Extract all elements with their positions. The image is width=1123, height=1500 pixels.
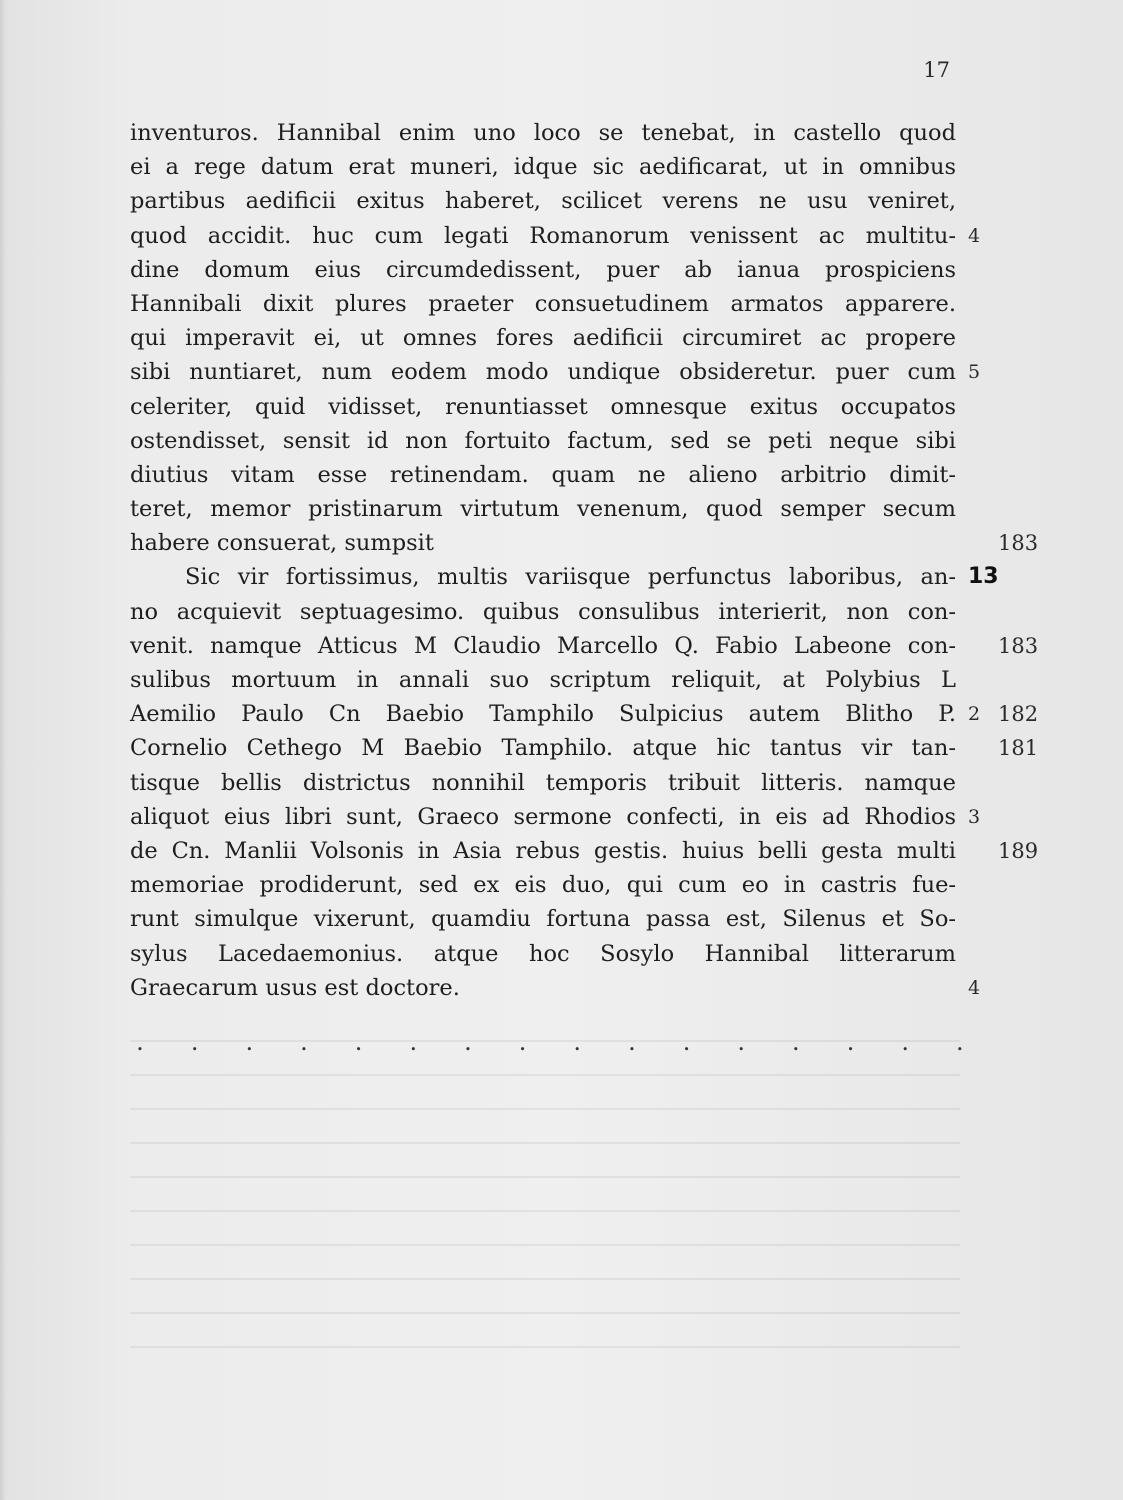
- text-line-content: dine domum eius circumdedissent, puer ab ianua prospiciens: [130, 256, 956, 283]
- text-line: [130, 834, 1039, 868]
- year-annotation: 183: [998, 531, 1039, 556]
- text-line: [130, 697, 1039, 731]
- text-line-content: habere consuerat, sumpsit: [130, 530, 434, 557]
- bleed-through-shadow: [130, 1040, 960, 1380]
- text-line-content: inventuros. Hannibal enim uno loco se tenebat, in castello quod: [130, 120, 956, 146]
- text-line: [130, 731, 1039, 765]
- text-line: [130, 526, 1039, 560]
- text-line: [130, 663, 956, 697]
- text-line-content: memoriae prodiderunt, sed ex eis duo, qui cum eo in castris fue-: [130, 872, 956, 899]
- text-line: [130, 424, 956, 458]
- text-line: [130, 902, 956, 936]
- ellipsis-dot: .: [354, 1028, 363, 1056]
- text-line: [130, 321, 956, 355]
- ellipsis-dot: .: [190, 1028, 199, 1056]
- text-line: [130, 150, 956, 184]
- text-line-content: de Cn. Manlii Volsonis in Asia rebus gestis. huius belli gesta multi: [130, 837, 956, 864]
- section-number: 5: [968, 361, 981, 384]
- text-line-content: runt simulque vixerunt, quamdiu fortuna passa est, Silenus et So-: [130, 906, 956, 933]
- text-line-content: partibus aedificii exitus haberet, scilicet verens ne usu veniret,: [130, 188, 956, 215]
- text-line: [130, 868, 956, 902]
- ellipsis-dots-row: [135, 1028, 965, 1056]
- ellipsis-dot: .: [901, 1028, 909, 1056]
- year-annotation: 181: [998, 736, 1039, 761]
- text-line-content: sylus Lacedaemonius. atque hoc Sosylo Hannibal litterarum: [130, 940, 956, 967]
- text-line: [130, 219, 981, 253]
- text-line: [130, 937, 956, 971]
- ellipsis-dot: .: [628, 1028, 636, 1056]
- ellipsis-dot: .: [409, 1028, 418, 1056]
- ellipsis-dot: .: [737, 1028, 746, 1056]
- text-line-content: ei a rege datum erat muneri, idque sic aedificarat, ut in omnibus: [130, 154, 956, 181]
- page-edge-shadow: [0, 0, 6, 1500]
- text-line-content: Hannibali dixit plures praeter consuetudinem armatos apparere.: [130, 290, 956, 317]
- ellipsis-dot: .: [300, 1028, 308, 1056]
- page-number: 17: [923, 58, 950, 82]
- text-line: [130, 560, 999, 594]
- text-line-content: Cornelio Cethego M Baebio Tamphilo. atque hic tantus vir tan-: [130, 735, 956, 762]
- text-line: [130, 355, 981, 389]
- text-line-content: venit. namque Atticus M Claudio Marcello Q. Fabio Labeone con-: [130, 632, 956, 659]
- text-line: [130, 390, 956, 424]
- text-line-content: celeriter, quid vidisset, renuntiasset omnesque exitus occupatos: [130, 393, 956, 420]
- text-line: [130, 253, 956, 287]
- text-line: [130, 595, 956, 629]
- year-annotation: 189: [998, 838, 1039, 863]
- ellipsis-dot: .: [682, 1028, 691, 1056]
- text-line-content: qui imperavit ei, ut omnes fores aedificii circumiret ac propere: [130, 325, 956, 352]
- ellipsis-dot: .: [956, 1028, 964, 1056]
- text-line-content: Graecarum usus est doctore.: [130, 974, 460, 1001]
- ellipsis-dot: .: [573, 1028, 582, 1056]
- section-number: 4: [968, 976, 981, 999]
- text-line: [130, 800, 981, 834]
- text-line: [130, 492, 956, 526]
- text-line-content: aliquot eius libri sunt, Graeco sermone confecti, in eis ad Rhodios: [130, 803, 956, 830]
- text-line-content: teret, memor pristinarum virtutum venenum, quod semper secum: [130, 496, 956, 523]
- year-annotation: 182: [998, 702, 1039, 727]
- ellipsis-dot: .: [464, 1028, 472, 1056]
- text-line: [130, 458, 956, 492]
- text-line: [130, 116, 956, 150]
- ellipsis-dot: .: [846, 1028, 855, 1056]
- text-line-content: Sic vir fortissimus, multis variisque perfunctus laboribus, an-: [185, 564, 956, 591]
- section-number: 3: [968, 805, 981, 828]
- text-line: [130, 766, 956, 800]
- text-line-content: tisque bellis districtus nonnihil temporis tribuit litteris. namque: [130, 769, 956, 796]
- ellipsis-dot: .: [518, 1028, 527, 1056]
- text-line-content: ostendisset, sensit id non fortuito factum, sed se peti neque sibi: [130, 427, 956, 454]
- text-line: [130, 287, 956, 321]
- text-line-content: Aemilio Paulo Cn Baebio Tamphilo Sulpicius autem Blitho P.: [130, 701, 956, 728]
- text-line-content: quod accidit. huc cum legati Romanorum venissent ac multitu-: [130, 222, 956, 249]
- ellipsis-dot: .: [792, 1028, 800, 1056]
- section-number: 4: [968, 224, 981, 247]
- ellipsis-dot: .: [245, 1028, 254, 1056]
- section-number: 2: [968, 703, 981, 726]
- text-line-content: diutius vitam esse retinendam. quam ne alieno arbitrio dimit-: [130, 461, 956, 488]
- year-annotation: 183: [998, 633, 1039, 658]
- text-line-content: sibi nuntiaret, num eodem modo undique obsideretur. puer cum: [130, 359, 956, 386]
- latin-text-block: [130, 116, 1039, 1005]
- text-line: [130, 629, 1039, 663]
- text-line-content: sulibus mortuum in annali suo scriptum reliquit, at Polybius L: [130, 667, 956, 693]
- ellipsis-dot: .: [136, 1028, 144, 1056]
- text-line: [130, 971, 981, 1005]
- text-line-content: no acquievit septuagesimo. quibus consulibus interierit, non con-: [130, 598, 956, 625]
- text-line: [130, 184, 956, 218]
- chapter-number: 13: [968, 564, 999, 590]
